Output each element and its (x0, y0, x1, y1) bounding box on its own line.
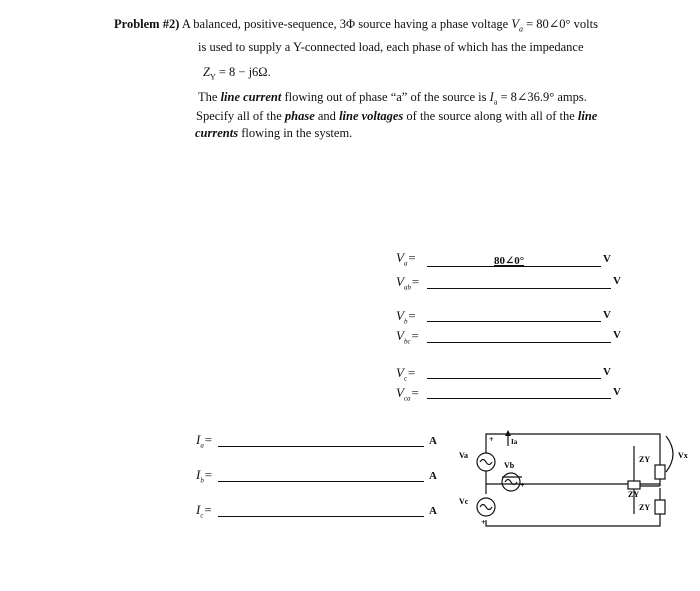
va-answer-value: 80∠0° (494, 255, 525, 267)
ib-label: $I_b=$ (196, 467, 213, 485)
problem-line-6: currents flowing in the system. (195, 126, 353, 140)
vb-circuit-label: Vb (504, 461, 515, 470)
va-circuit-label: Va (459, 451, 469, 460)
vab-unit: V (613, 275, 621, 287)
ic-label: $I_c=$ (196, 502, 213, 520)
z2-label: ZY (628, 490, 640, 499)
impedance-z2 (628, 481, 640, 489)
voltage-arc (666, 436, 673, 472)
phase-voltage-symbol: $V_a$ (511, 17, 523, 34)
vca-label: $V_{ca}=$ (396, 385, 420, 403)
current-arrowhead-icon (505, 430, 511, 436)
vab-label: $V_{ab}=$ (396, 274, 420, 292)
vb-answer-field[interactable] (427, 309, 601, 322)
vc-unit: V (603, 366, 611, 378)
phase-voltage-value: = 80∠0° volts (526, 17, 598, 31)
ia-label: $I_a=$ (196, 432, 213, 450)
vout-label: Vx (678, 451, 688, 460)
vc-label: $V_c=$ (396, 365, 416, 383)
vb-unit: V (603, 309, 611, 321)
problem-number: Problem #2) (114, 17, 180, 31)
vbc-unit: V (613, 329, 621, 341)
vbc-label: $V_{bc}=$ (396, 328, 420, 346)
ic-unit: A (429, 505, 437, 517)
ic-answer-field[interactable] (218, 504, 424, 517)
impedance-z1 (655, 465, 665, 479)
vc-answer-field[interactable] (427, 366, 601, 379)
plus-sign: + (481, 518, 486, 527)
plus-sign: + (520, 481, 525, 490)
vca-answer-field[interactable] (427, 386, 611, 399)
vab-answer-field[interactable] (427, 276, 611, 289)
vb-label: $V_b=$ (396, 308, 417, 326)
ia-circuit-label: Ia (511, 438, 518, 446)
vbc-answer-field[interactable] (427, 330, 611, 343)
va-unit: V (603, 253, 611, 265)
problem-line-4: The line current flowing out of phase “a” of the source is $I_a$ = 8∠36.9° amps. (198, 90, 587, 107)
z1-label: ZY (639, 455, 651, 464)
impedance-z3 (655, 500, 665, 514)
sine-icon (480, 460, 492, 465)
z3-label: ZY (639, 503, 651, 512)
ib-answer-field[interactable] (218, 469, 424, 482)
vc-circuit-label: Vc (459, 497, 469, 506)
problem-line-1: Problem #2) A balanced, positive-sequence, 3Φ source having a phase voltage $V_a$ = 80∠0° volts (114, 17, 598, 34)
y-connected-circuit-diagram (452, 424, 692, 536)
plus-sign: + (489, 435, 494, 444)
ia-unit: A (429, 435, 437, 447)
ia-answer-field[interactable] (218, 434, 424, 447)
sine-icon (480, 505, 492, 510)
impedance-line: $Z_Y = 8 - j6\Omega$. (203, 65, 271, 82)
va-label: $V_a=$ (396, 250, 417, 268)
problem-line-5: Specify all of the phase and line voltages of the source along with all of the line (196, 109, 598, 123)
ib-unit: A (429, 470, 437, 482)
problem-line-2: is used to supply a Y-connected load, each phase of which has the impedance (198, 40, 584, 54)
vca-unit: V (613, 386, 621, 398)
